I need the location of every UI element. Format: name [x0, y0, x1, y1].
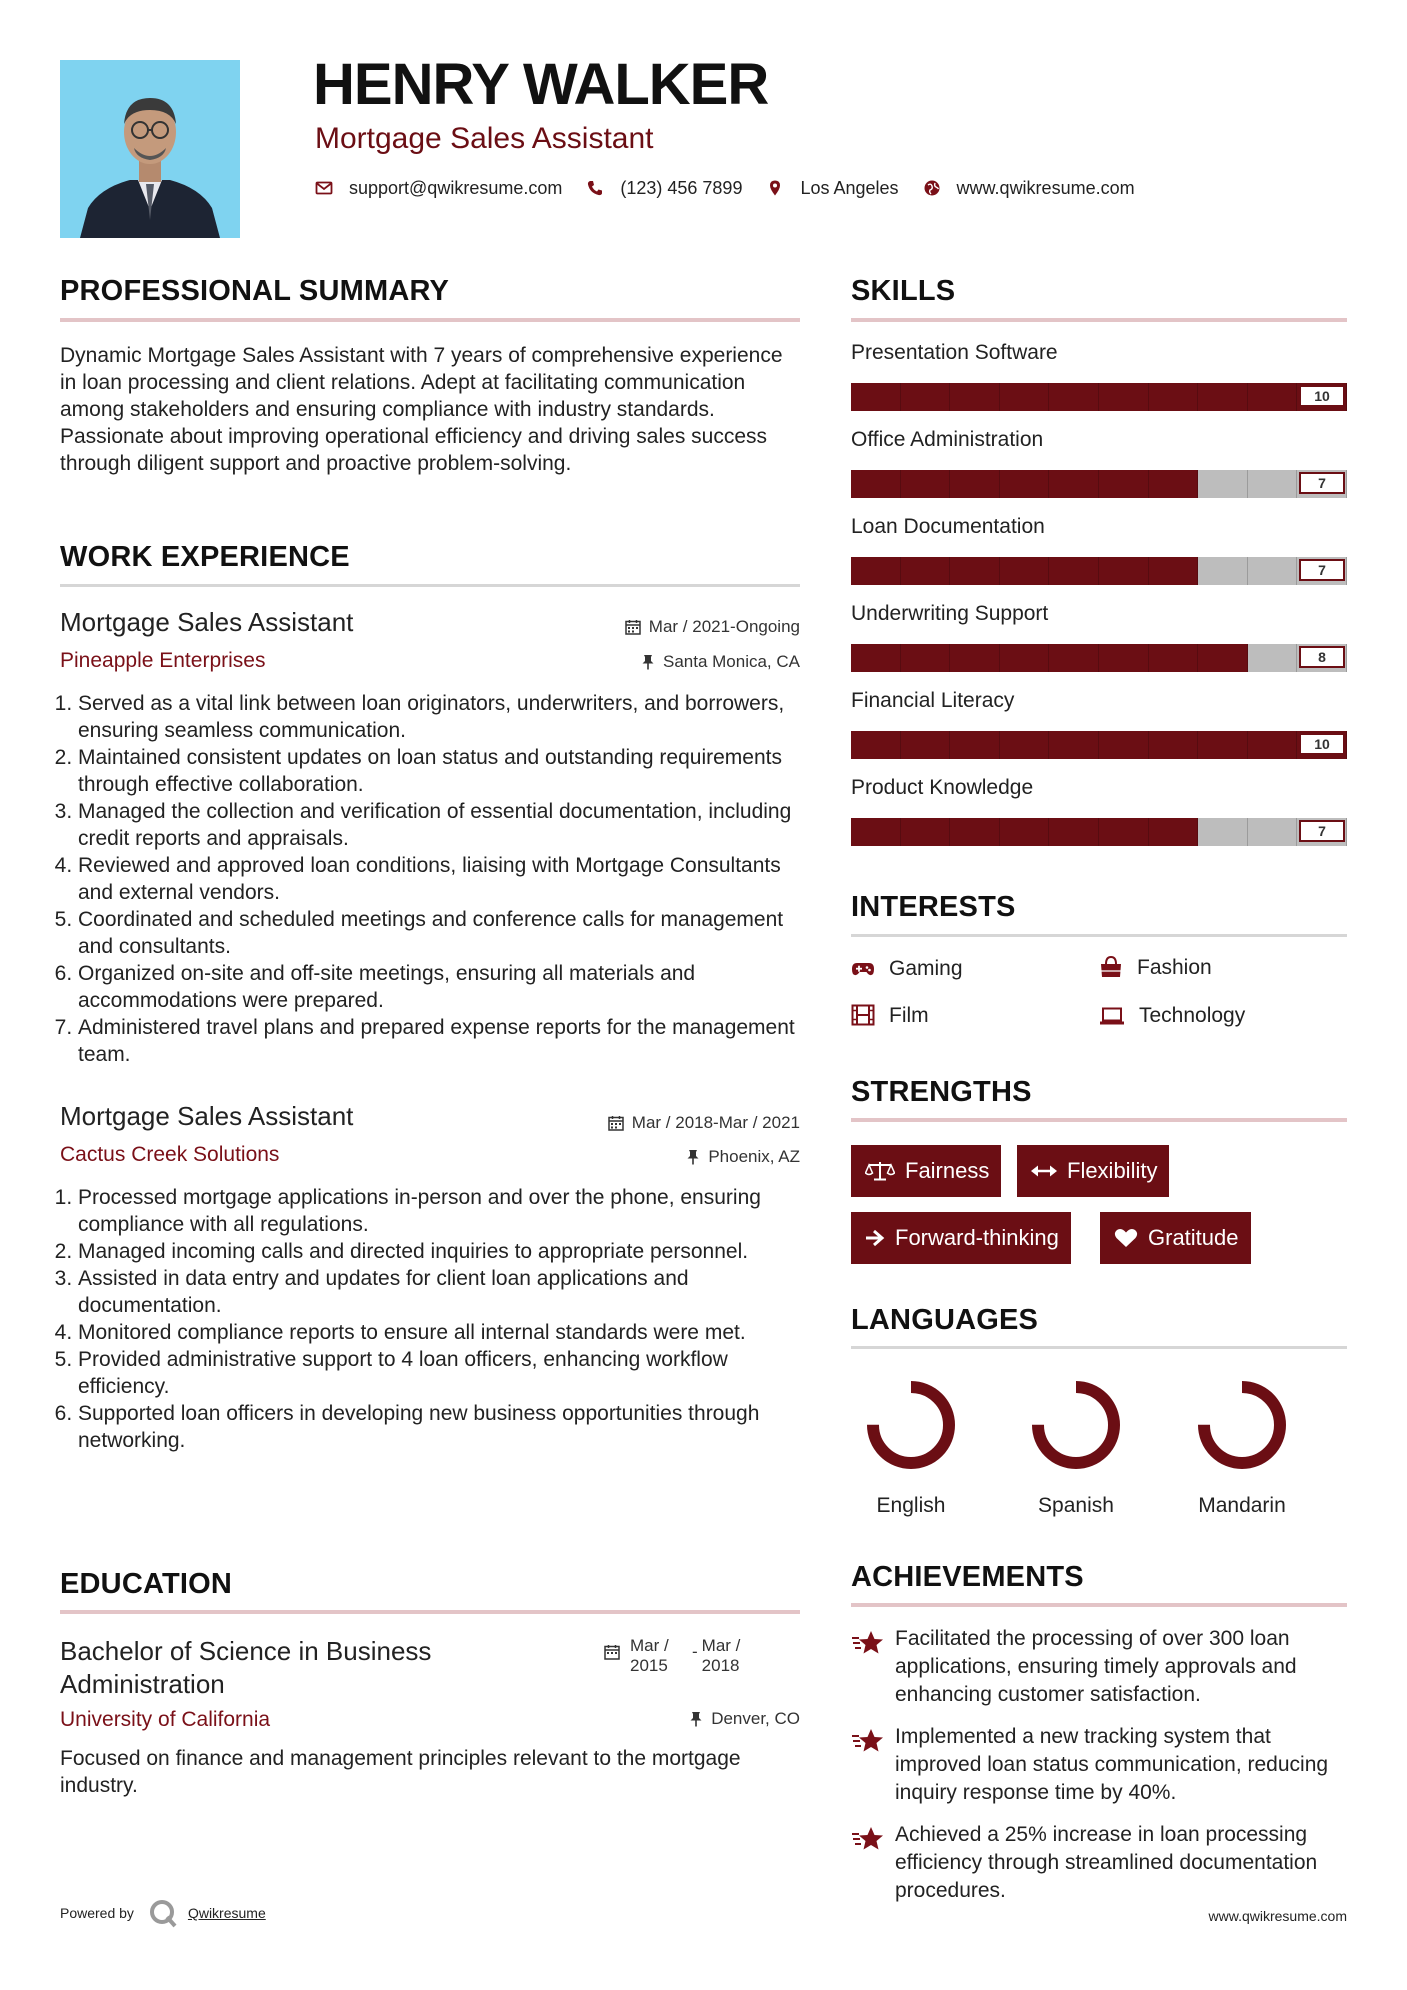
interest-label: Technology — [1139, 1004, 1246, 1027]
pushpin-icon — [689, 1711, 703, 1727]
list-item: 3. Managed the collection and verification of essential documentation, including credit reports and appraisals. — [78, 798, 818, 852]
interest-label: Fashion — [1137, 955, 1212, 979]
email-text: support@qwikresume.com — [349, 178, 563, 198]
shopping-bag-icon — [1099, 956, 1123, 978]
achievement-text: Facilitated the processing of over 300 loan applications, ensuring timely approvals and enhancing customer satisfaction. — [895, 1627, 1297, 1706]
skill-name: Financial Literacy — [851, 689, 1015, 712]
language-proficiency-arc — [873, 1387, 949, 1463]
job-title: Mortgage Sales Assistant — [60, 607, 354, 637]
skill-segments — [851, 818, 1347, 846]
list-item: 1. Processed mortgage applications in-person and over the phone, ensuring compliance with all regulations. — [78, 1184, 818, 1238]
skill-level-bar — [851, 557, 1347, 585]
education-location-text: Denver, CO — [711, 1709, 800, 1728]
job-location — [686, 1148, 800, 1165]
globe-icon — [923, 179, 943, 199]
skill-name: Product Knowledge — [851, 776, 1034, 799]
skill-level-value: 10 — [1299, 733, 1345, 755]
contact-bar — [315, 178, 1159, 199]
list-item: 6. Organized on-site and off-site meetings, ensuring all materials and accommodations were prepared. — [78, 960, 818, 1014]
job-dates-text: Mar / 2018-Mar / 2021 — [631, 1113, 800, 1132]
strength-badge-gratitude — [1100, 1212, 1251, 1264]
job-location — [641, 653, 800, 670]
job-location-text: Phoenix, AZ — [708, 1147, 800, 1166]
balance-scale-icon — [865, 1160, 895, 1182]
skill-level-bar — [851, 383, 1347, 411]
candidate-name: HENRY WALKER — [313, 52, 769, 117]
strengths-heading: STRENGTHS — [851, 1076, 1032, 1108]
strength-label: Fairness — [905, 1158, 990, 1183]
skill-segments — [851, 557, 1347, 585]
film-icon — [851, 1004, 875, 1026]
skill-level-value: 8 — [1299, 646, 1345, 668]
list-item: 4. Monitored compliance reports to ensure all internal standards were met. — [78, 1319, 818, 1346]
skill-level-value: 10 — [1299, 385, 1345, 407]
job-title: Mortgage Sales Assistant — [60, 1101, 354, 1131]
interests-heading: INTERESTS — [851, 891, 1016, 923]
skill-name: Underwriting Support — [851, 602, 1049, 625]
list-item: 1. Served as a vital link between loan originators, underwriters, and borrowers, ensuring seamless communication. — [78, 690, 818, 744]
strength-badge-flexibility — [1017, 1145, 1169, 1197]
education-heading: EDUCATION — [60, 1568, 233, 1600]
footer-powered-by — [60, 1898, 266, 1928]
education-dates — [604, 1636, 752, 1676]
skill-segments — [851, 470, 1347, 498]
skills-divider — [851, 318, 1347, 322]
language-label: English — [876, 1494, 946, 1517]
language-item — [851, 1375, 971, 1518]
list-item: 5. Coordinated and scheduled meetings and conference calls for management and consultants. — [78, 906, 818, 960]
school-name: University of California — [60, 1708, 271, 1731]
footer-website[interactable]: www.qwikresume.com — [1208, 1908, 1347, 1924]
skills-heading: SKILLS — [851, 275, 956, 307]
education-description: Focused on finance and management principles relevant to the mortgage industry. — [60, 1747, 741, 1797]
summary-divider — [60, 318, 800, 322]
contact-phone[interactable] — [586, 178, 742, 199]
language-item — [1016, 1375, 1136, 1518]
date-separator: - — [692, 1642, 698, 1661]
experience-divider — [60, 584, 800, 587]
pushpin-icon — [641, 654, 655, 670]
location-text: Los Angeles — [800, 178, 899, 198]
education-location — [689, 1710, 800, 1727]
contact-location — [766, 178, 898, 199]
list-item: 6. Supported loan officers in developing new business opportunities through networking. — [78, 1400, 818, 1454]
skill-segments — [851, 731, 1347, 759]
interest-label: Film — [889, 1003, 929, 1027]
strength-badge-fairness — [851, 1145, 1001, 1197]
strength-label: Gratitude — [1148, 1225, 1239, 1250]
brand-link[interactable]: Qwikresume — [187, 1905, 266, 1921]
list-item: 2. Maintained consistent updates on loan status and outstanding requirements through effective collaboration. — [78, 744, 818, 798]
envelope-icon — [315, 179, 335, 199]
star-badge-icon — [851, 1821, 895, 1905]
language-label: Mandarin — [1198, 1494, 1286, 1517]
achievements-divider — [851, 1603, 1347, 1607]
job-location-text: Santa Monica, CA — [662, 652, 800, 671]
powered-by-text: Powered by — [60, 1905, 134, 1921]
interest-item-gaming — [851, 958, 963, 979]
skill-name: Presentation Software — [851, 341, 1058, 364]
calendar-icon — [608, 1115, 624, 1131]
heart-icon — [1114, 1228, 1138, 1248]
skill-name: Loan Documentation — [851, 515, 1045, 538]
strength-label: Forward-thinking — [895, 1225, 1059, 1250]
experience-heading: WORK EXPERIENCE — [60, 541, 350, 573]
interest-item-fashion — [1099, 956, 1212, 978]
interest-item-technology — [1099, 1005, 1245, 1026]
list-item: 4. Reviewed and approved loan conditions, liaising with Mortgage Consultants and external vendors. — [78, 852, 818, 906]
job-duties-list — [60, 1184, 818, 1454]
degree-title: Bachelor of Science in Business Administration — [60, 1636, 432, 1699]
job-duties-list — [60, 690, 818, 1068]
interest-label: Gaming — [889, 957, 963, 980]
summary-text: Dynamic Mortgage Sales Assistant with 7 years of comprehensive experience in loan processing and client relations. Adept at facilitating communication among stakeholders and ensuring compliance with industry standards. Passionate about improving operational efficiency and driving sales success through diligent support and proactive problem-solving. — [60, 344, 783, 475]
language-proficiency-ring — [861, 1375, 961, 1475]
skill-level-value: 7 — [1299, 820, 1345, 842]
calendar-icon — [604, 1644, 620, 1660]
phone-text: (123) 456 7899 — [620, 178, 743, 198]
achievement-item — [851, 1723, 1351, 1807]
map-pin-icon — [766, 179, 786, 199]
achievements-heading: ACHIEVEMENTS — [851, 1561, 1084, 1593]
profile-photo — [60, 60, 240, 238]
candidate-title: Mortgage Sales Assistant — [315, 122, 654, 155]
education-start: Mar / 2015 — [630, 1636, 669, 1675]
achievement-text: Achieved a 25% increase in loan processing efficiency through streamlined documentation procedures. — [895, 1823, 1318, 1902]
qwikresume-logo-icon — [148, 1898, 178, 1928]
interests-divider — [851, 934, 1347, 937]
skill-level-bar — [851, 818, 1347, 846]
phone-icon — [586, 179, 606, 199]
gamepad-icon — [851, 961, 875, 977]
language-proficiency-ring — [1026, 1375, 1126, 1475]
education-divider — [60, 1610, 800, 1614]
languages-heading: LANGUAGES — [851, 1304, 1039, 1336]
website-text: www.qwikresume.com — [956, 178, 1135, 198]
skill-level-value: 7 — [1299, 559, 1345, 581]
job-dates — [625, 618, 800, 635]
job-dates-text: Mar / 2021-Ongoing — [648, 617, 800, 636]
job-dates — [608, 1114, 800, 1131]
contact-email[interactable] — [315, 178, 562, 199]
education-end: Mar / 2018 — [701, 1636, 741, 1675]
star-badge-icon — [851, 1723, 895, 1807]
company-name: Pineapple Enterprises — [60, 649, 266, 672]
achievement-text: Implemented a new tracking system that improved loan status communication, reducing inquiry response time by 40%. — [895, 1725, 1329, 1804]
skill-level-bar — [851, 731, 1347, 759]
interest-item-film — [851, 1004, 929, 1026]
list-item: 5. Provided administrative support to 4 loan officers, enhancing workflow efficiency. — [78, 1346, 818, 1400]
list-item: 2. Managed incoming calls and directed inquiries to appropriate personnel. — [78, 1238, 818, 1265]
skill-level-bar — [851, 470, 1347, 498]
language-proficiency-arc — [1038, 1387, 1114, 1463]
language-label: Spanish — [1038, 1494, 1114, 1517]
skill-name: Office Administration — [851, 428, 1044, 451]
summary-heading: PROFESSIONAL SUMMARY — [60, 275, 450, 307]
laptop-icon — [1099, 1007, 1125, 1025]
strength-label: Flexibility — [1067, 1158, 1158, 1183]
achievement-item — [851, 1821, 1351, 1905]
company-name: Cactus Creek Solutions — [60, 1143, 280, 1166]
contact-website[interactable] — [923, 178, 1135, 199]
star-badge-icon — [851, 1625, 895, 1709]
strength-badge-forward-thinking — [851, 1212, 1071, 1264]
pushpin-icon — [686, 1149, 700, 1165]
strengths-divider — [851, 1118, 1347, 1122]
language-proficiency-ring — [1192, 1375, 1292, 1475]
skill-level-bar — [851, 644, 1347, 672]
skill-segments — [851, 644, 1347, 672]
skill-level-value: 7 — [1299, 472, 1345, 494]
calendar-icon — [625, 619, 641, 635]
language-item — [1182, 1375, 1302, 1518]
language-proficiency-arc — [1204, 1387, 1280, 1463]
skill-segments — [851, 383, 1347, 411]
list-item: 7. Administered travel plans and prepared expense reports for the management team. — [78, 1014, 818, 1068]
arrows-horizontal-icon — [1031, 1164, 1057, 1178]
arrow-right-icon — [865, 1229, 885, 1247]
list-item: 3. Assisted in data entry and updates for client loan applications and documentation. — [78, 1265, 818, 1319]
achievement-item — [851, 1625, 1351, 1709]
languages-divider — [851, 1346, 1347, 1349]
